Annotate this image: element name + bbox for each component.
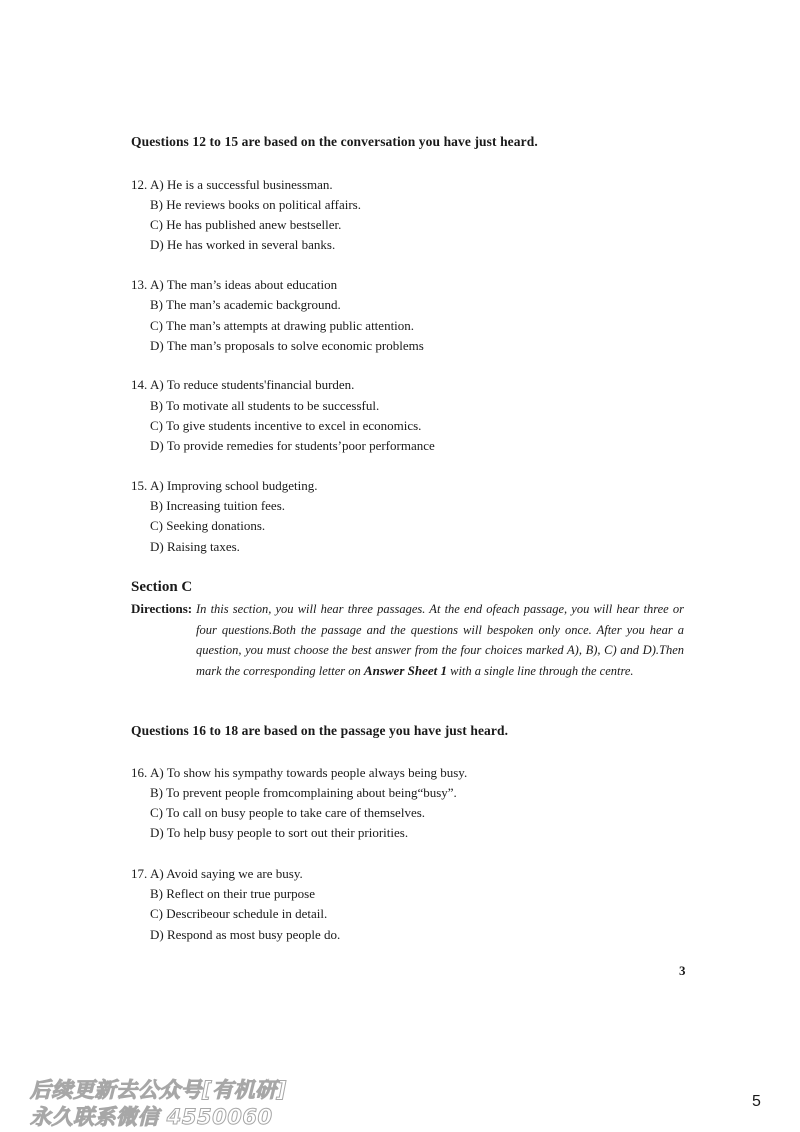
option-d: D) He has worked in several banks. xyxy=(150,237,336,252)
option-a: A) To reduce students'financial burden. xyxy=(150,377,355,392)
option-a: A) Improving school budgeting. xyxy=(150,478,318,493)
option-d: D) Respond as most busy people do. xyxy=(150,927,341,942)
question-number: 15. xyxy=(131,478,148,493)
option-a: A) The man’s ideas about education xyxy=(150,277,338,292)
question-number: 13. xyxy=(131,277,148,292)
option-b: B) To motivate all students to be successful. xyxy=(150,398,380,413)
question-number: 12. xyxy=(131,177,148,192)
option-b: B) Increasing tuition fees. xyxy=(150,498,286,513)
answer-sheet-reference: Answer Sheet 1 xyxy=(363,662,447,678)
watermark-line-2: 永久联系微信 4550060 xyxy=(30,1105,273,1129)
watermark xyxy=(30,1077,287,1131)
questions-12-15-heading: Questions 12 to 15 are based on the conversation you have just heard. xyxy=(131,134,538,149)
question-number: 17. xyxy=(131,866,148,881)
option-a: A) He is a successful businessman. xyxy=(150,177,333,192)
option-c: C) Describeour schedule in detail. xyxy=(150,906,328,921)
option-a: A) Avoid saying we are busy. xyxy=(150,866,303,881)
directions-text-part2: with a single line through the centre. xyxy=(447,663,634,678)
option-c: C) To give students incentive to excel in economics. xyxy=(150,418,422,433)
directions-text-part1: In this section, you will hear three passages. At the end ofeach passage, you will hear three or four questions.Both the passage and the questions will bespoken only once. After you hear a question, you must choose the best answer from the four choices marked A), B), C) and D).Then mark the corresponding letter on xyxy=(196,602,684,678)
option-b: B) He reviews books on political affairs. xyxy=(150,197,361,212)
option-b: B) To prevent people fromcomplaining about being“busy”. xyxy=(150,785,457,800)
option-b: B) Reflect on their true purpose xyxy=(150,886,315,901)
option-d: D) Raising taxes. xyxy=(150,539,240,554)
option-c: C) He has published anew bestseller. xyxy=(150,217,342,232)
section-c-title: Section C xyxy=(131,579,193,595)
pdf-page-number: 5 xyxy=(752,1093,761,1110)
question-number: 14. xyxy=(131,377,148,392)
directions-label: Directions: xyxy=(131,601,193,616)
questions-16-18-heading: Questions 16 to 18 are based on the passage you have just heard. xyxy=(131,723,509,738)
directions-text xyxy=(196,599,684,681)
option-d: D) To help busy people to sort out their priorities. xyxy=(150,825,409,840)
option-c: C) Seeking donations. xyxy=(150,518,266,533)
question-number: 16. xyxy=(131,765,148,780)
option-c: C) The man’s attempts at drawing public attention. xyxy=(150,318,415,333)
option-c: C) To call on busy people to take care of themselves. xyxy=(150,805,426,820)
document-page-number: 3 xyxy=(679,963,686,978)
option-d: D) The man’s proposals to solve economic problems xyxy=(150,338,424,353)
option-d: D) To provide remedies for students’poor performance xyxy=(150,438,435,453)
option-b: B) The man’s academic background. xyxy=(150,297,341,312)
watermark-line-1: 后续更新去公众号[有机研] xyxy=(30,1078,287,1102)
option-a: A) To show his sympathy towards people always being busy. xyxy=(150,765,468,780)
